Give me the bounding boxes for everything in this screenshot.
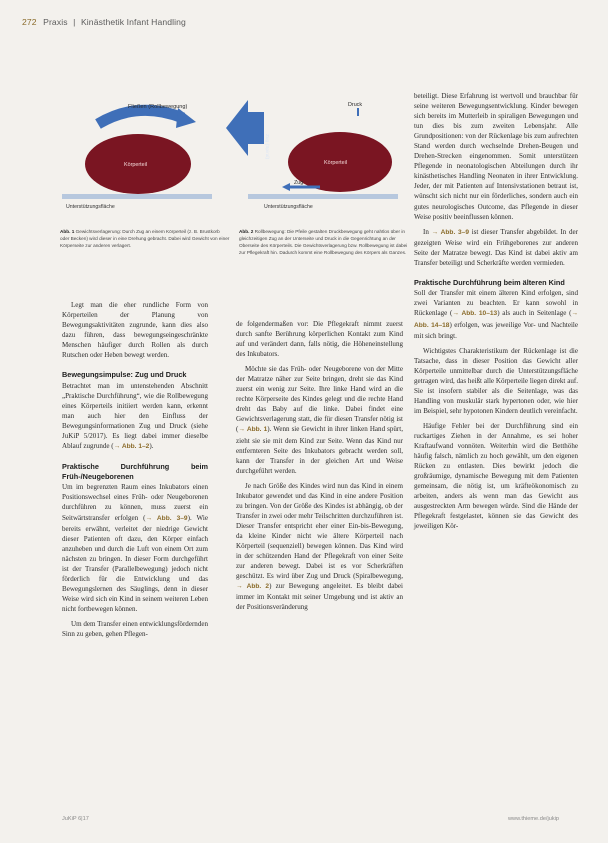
paragraph: Legt man die eher rundliche Form von Körperteilen der Planung von Bewegungsaktivitäten zugrunde, kann dies also dazu führen, dass bewegungseingeschränkte Menschen häufiger durch Rollen als durch Rutschen oder Heben bewegt werden.: [62, 301, 208, 360]
caption-1-text: Gewichtsverlagerung: Durch Zug an einem Körperteil (z. B. Brustkorb oder Becken) wird dieser in eine Drehung gebracht. Dabei wird Gewicht von einer Körperseite zur anderen verlagert.: [60, 229, 230, 248]
figure-reference: → Abb. 14–18: [414, 310, 579, 329]
text-column-2: [236, 319, 403, 617]
running-header: [22, 17, 186, 27]
body-part-label-2: Körperteil: [324, 160, 348, 166]
rolling-diagram: [58, 96, 400, 212]
surface-label-1: Unterstützungsfläche: [66, 204, 115, 210]
pull-bottom-arrow-head: [282, 183, 290, 191]
paragraph: Um dem Transfer einen entwicklungsfördernden Sinn zu geben, gehen Pflegen-: [62, 620, 208, 639]
section-heading-fruehgeborene: Praktische Durchführung beim Früh-/Neugeborenen: [62, 462, 208, 481]
figure-reference: → Abb. 1–2: [113, 443, 150, 451]
figure-reference: → Abb. 1: [238, 426, 268, 434]
figure-2: [226, 100, 398, 210]
pressure-label: Druck: [348, 102, 363, 108]
paragraph: Betrachtet man im untenstehenden Abschnitt „Praktische Durchführung“, wie die Rollbewegung eines Körperteils initiiert werden kann, erkennt man auch hier den Einfluss der Bewegungsinformationen Zug und Druck (siehe JuKiP 5/2017). Es liegt dabei immer dieselbe Ablauf zugrunde (→ Abb. 1–2).: [62, 381, 208, 451]
section-heading-zug-druck: Bewegungsimpulse: Zug und Druck: [62, 370, 187, 380]
figure-reference: → Abb. 2: [236, 583, 270, 591]
header-title: Kinästhetik Infant Handling: [80, 17, 186, 27]
header-separator: |: [73, 17, 76, 27]
pull-label: Zug: [294, 180, 304, 186]
figure-reference: → Abb. 3–9: [431, 228, 470, 236]
page-number: 272: [22, 17, 37, 27]
paragraph: Häufige Fehler bei der Durchführung sind ein ruckartiges Ziehen in der Annahme, es sei hoher Kraftaufwand vonnöten. Weiterhin wird die Betthöhe häufig falsch, nämlich zu hoch gewählt, um den eigenen Rücken zu entlasten. Dies bewirkt jedoch die großräumige, dynamische Bewegung mit dem Patienten gemeinsam, die nötig ist, um kräfteökonomisch zu arbeiten, anders als wenn man das Gewicht aus ausgestreckten Arm bewegen würde. Sind die Hände der Pflegekraft festgelastet, können sie das Gewicht des jeweiligen Kör-: [414, 421, 578, 531]
surface-bar-2: [248, 194, 398, 199]
caption-2-label: Abb. 2: [239, 229, 254, 234]
flow-label: Fließen (Rollbewegung): [128, 104, 188, 110]
paragraph: In → Abb. 3–9 ist dieser Transfer abgebildet. In der gezeigten Weise wird ein Frühgeborenes zur anderen Seite der Matratze bewegt. Das Kind ist dabei aktiv am Transfer beteiligt und Scherkräfte werden vermieden.: [414, 227, 578, 267]
figure-1: [62, 104, 212, 210]
section-name: Praxis: [43, 17, 68, 27]
footer-url: www.thieme.de/jukip: [508, 816, 559, 822]
figure-reference: → Abb. 3–9: [145, 514, 188, 522]
text-column-1: [62, 300, 208, 644]
caption-1-label: Abb. 1: [60, 229, 75, 234]
paragraph: Möchte sie das Früh- oder Neugeborene von der Mitte der Matratze näher zur Seite bringen, dreht sie das Kind zuerst ein wenig zur Seite. Ihre linke Hand wird an die rechte Körperseite des Kindes gelegt und die rechte Hand dreht das Baby auf die linke. Dabei findet eine Gewichtsverlagerung statt, die für diesen Transfer nötig ist (→ Abb. 1). Wenn sie Gewicht in ihrer linken Hand spürt, zieht sie sie mit dem Kind zur Seite. Wenn das Kind nur entfernteren Seite des Inkubators gebracht werden soll, kann der Transfer in der gleichen Art und Weise durchgeführt werden.: [236, 365, 403, 475]
pull-arrow: [226, 100, 264, 156]
paragraph: Soll der Transfer mit einem älteren Kind erfolgen, sind zwei Varianten zu beachten. Er kann sowohl in Rückenlage (→ Abb. 10–13) als auch in Seitenlage (→ Abb. 14–18) erfolgen, was jeweilige Vor- und Nachteile mit sich bringt.: [414, 289, 579, 340]
caption-figure-2: [239, 229, 409, 257]
surface-label-2: Unterstützungsfläche: [264, 204, 313, 210]
paragraph: Je nach Größe des Kindes wird nun das Kind in einem Inkubator gewendet und das Kind in eine andere Position zu bringen. Von der Größe des Kindes ist abhängig, ob der Transfer in zwei oder mehr Teilschritten durchzuführen ist. Dieser Transfer entspricht eher einer Ein-bis-Bewegung, da kleine Kinder nicht wie ältere Körperteil nach Körperteil (sequenziell) bewegen können. Das Kind wird in der schützenden Hand der Pflegekraft von einer Seite zur anderen bewegt. Dabei ist es vor Scherkräften geschützt. Es wird über Zug und Druck (Spiralbewegung, → Abb. 2) zur Bewegung angeleitet. Es bleibt dabei immer im Kontakt mit seiner Umgebung und ist aktiv an der Positionsveränderung: [236, 481, 403, 612]
flow-arrow-band: [98, 110, 183, 124]
caption-2-text: Rollbewegung: Die Pfeile gestalten Druckbewegung geht nahtlos über in gleichzeitigen Zug an der Unterseite und Druck in die Gegenrichtung an der Oberseite des Körperteils. Die Gewichtsverlagerung bzw. Rollbewegung ist dabei zur Pflegekraft hin. Dadurch kommt eine Rollbewegung des Körpers als Ganzes.: [239, 229, 408, 255]
caption-figure-1: [60, 229, 230, 250]
paragraph: Um im begrenzten Raum eines Inkubators einen Positionswechsel eines Früh- oder Neugeborenen durchführen zu können, muss zuerst ein Seitwärtstransfer erfolgen (→ Abb. 3–9). Wie bereits erwähnt, verleitet der niedrige Gewicht dieser Patienten oft dazu, den Körper einfach anzuheben und durch die Luft von einem Ort zum nächsten zu bringen. In dieser Form durchgeführt ist der Transfer (Parallelbewegung) jedoch nicht förderlich für die Entwicklung und das Bewegungslernen des Säuglings, denn in dieser Weise wird sich ein Kind in seinem weiteren Leben nicht fortbewegen können.: [62, 483, 208, 613]
paragraph: beteiligt. Diese Erfahrung ist wertvoll und brauchbar für seine weiteren Bewegungsentwicklung. Kinder bewegen sich bereits im Mutterleib in spiraligen Bewegungen und tun dies bis zum zweiten Lebensjahr. Alle Grundpositionen: von der Rückenlage bis zum aufrechten Stand werden durch wechselnde Drehen-Beugen und Drehen-Strecken eingenommen. Somit unterstützen Pflegende in neonatologischen Abteilungen durch ihr kinästhetisches Handling Neonaten in ihrer Entwicklung. Jeder, der mit Patienten auf Intensivstationen betraut ist, wünscht sich nicht nur ein förderliches, sondern auch ein gutes neurologisches Outcome, das Pflegende in dieser Weise positiv beeinflussen können.: [414, 92, 578, 221]
text-column-3: [414, 91, 578, 536]
body-part-label-1: Körperteil: [124, 162, 148, 168]
paragraph: Wichtigstes Charakteristikum der Rückenlage ist die Tatsache, dass in dieser Position das Gewicht aller Körperteile unmittelbar durch die Unterstützungsfläche getragen wird, das heißt alle Körperteile liegen direkt auf. Sie ist insofern stabiler als die Seitenlage, was das Handling von muskulär stark hypertonen oder, wie hier im Beispiel, sehr hypotonen Kindern deutlich vereinfacht.: [414, 346, 578, 415]
figure-reference: → Abb. 10–13: [452, 310, 498, 318]
flow-arrow-head: [176, 108, 196, 128]
paragraph: de folgendermaßen vor: Die Pflegekraft nimmt zuerst durch sanfte Berührung körperlichen Kontakt zum Kind auf und verändert dann, falls nötig, die Höheneinstellung des Inkubators.: [236, 320, 403, 359]
surface-bar-1: [62, 194, 212, 199]
section-heading-aelteres-kind: Praktische Durchführung beim älteren Kind: [414, 277, 565, 287]
pull-arrow-label: Zug (Spiral): [264, 134, 269, 160]
footer-journal: JuKiP 6|17: [62, 816, 89, 822]
